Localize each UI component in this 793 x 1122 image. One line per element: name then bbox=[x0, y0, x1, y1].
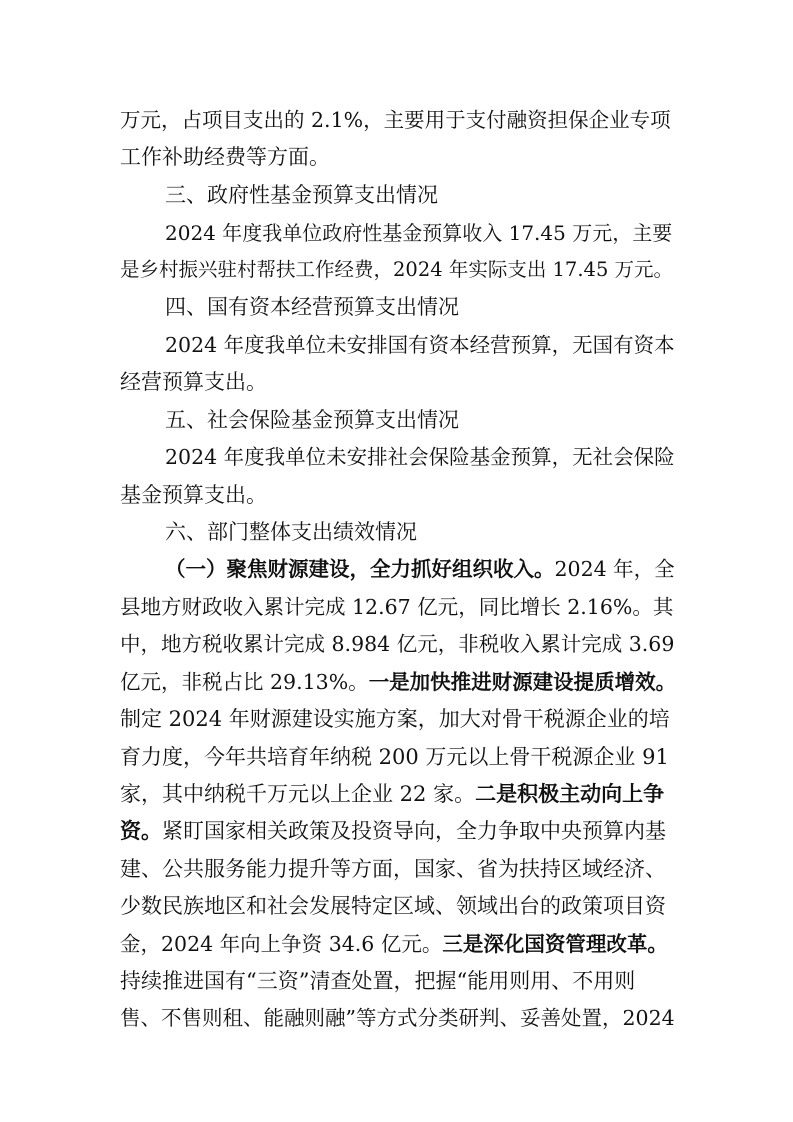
text-line: 持续推进国有“三资”清查处置，把握“能用则用、不用则 bbox=[120, 969, 636, 993]
text-line: 经营预算支出。 bbox=[120, 370, 267, 394]
paragraph-line bbox=[120, 782, 664, 806]
text-run: 紧盯国家相关政策及投资导向，全力争取中央预算内基 bbox=[162, 819, 666, 843]
text-line: 制定 2024 年财源建设实施方案，加大对骨干税源企业的培 bbox=[120, 707, 670, 731]
subheading-1: （一）聚焦财源建设，全力抓好组织收入。 bbox=[165, 557, 555, 581]
bold-point-2-end: 资。 bbox=[120, 819, 162, 843]
text-line: 2024 年度我单位政府性基金预算收入 17.45 万元，主要 bbox=[165, 221, 673, 245]
text-line: 县地方财政收入累计完成 12.67 亿元，同比增长 2.16%。其 bbox=[120, 595, 674, 619]
text-line: 中，地方税收累计完成 8.984 亿元，非税收入累计完成 3.69 bbox=[120, 632, 675, 656]
text-run: 金，2024 年向上争资 34.6 亿元。 bbox=[120, 932, 443, 956]
paragraph-line bbox=[165, 557, 675, 581]
text-line: 少数民族地区和社会发展特定区域、领域出台的政策项目资 bbox=[120, 894, 666, 918]
text-run: 亿元，非税占比 29.13%。 bbox=[120, 670, 369, 694]
bold-point-1: 一是加快推进财源建设提质增效。 bbox=[368, 670, 677, 694]
text-line: 建、公共服务能力提升等方面，国家、省为扶持区域经济、 bbox=[120, 857, 666, 881]
text-run: 家，其中纳税千万元以上企业 22 家。 bbox=[120, 782, 476, 806]
section-heading-6: 六、部门整体支出绩效情况 bbox=[165, 520, 417, 544]
paragraph-line bbox=[120, 932, 668, 956]
section-heading-3: 三、政府性基金预算支出情况 bbox=[165, 183, 438, 207]
text-line: 2024 年度我单位未安排国有资本经营预算，无国有资本 bbox=[165, 333, 675, 357]
bold-point-3: 三是深化国资管理改革。 bbox=[442, 932, 668, 956]
text-line: 万元，占项目支出的 2.1%，主要用于支付融资担保企业专项 bbox=[120, 108, 671, 132]
paragraph-line bbox=[120, 670, 676, 694]
text-line: 2024 年度我单位未安排社会保险基金预算，无社会保险 bbox=[165, 445, 675, 469]
text-run: 2024 年，全 bbox=[554, 557, 675, 581]
text-line: 育力度，今年共培育年纳税 200 万元以上骨干税源企业 91 bbox=[120, 745, 669, 769]
text-line: 工作补助经费等方面。 bbox=[120, 145, 330, 169]
text-line: 是乡村振兴驻村帮扶工作经费，2024 年实际支出 17.45 万元。 bbox=[120, 258, 674, 281]
text-line: 基金预算支出。 bbox=[120, 483, 267, 507]
section-heading-4: 四、国有资本经营预算支出情况 bbox=[165, 295, 459, 319]
section-heading-5: 五、社会保险基金预算支出情况 bbox=[165, 408, 459, 432]
text-line: 售、不售则租、能融则融”等方式分类研判、妥善处置，2024 bbox=[120, 1006, 675, 1030]
paragraph-line bbox=[120, 819, 666, 843]
bold-point-2: 二是积极主动向上争 bbox=[475, 782, 665, 806]
